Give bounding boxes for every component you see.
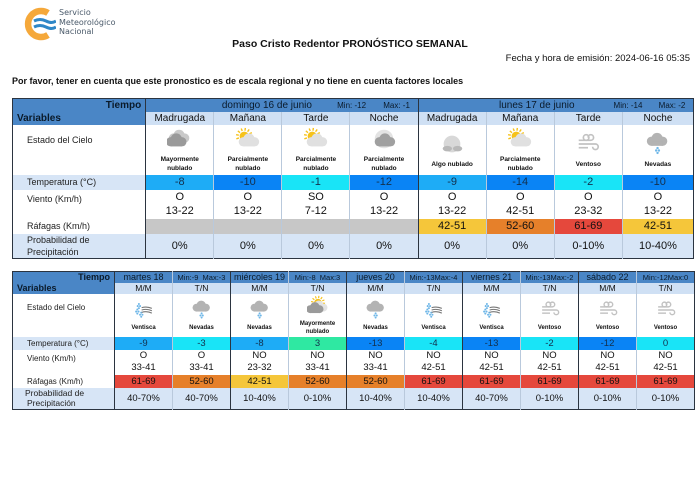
temperature-value: -12 bbox=[350, 175, 418, 190]
precip-row bbox=[13, 388, 695, 410]
wind-speed: 42-51 bbox=[595, 362, 620, 373]
sky-condition: Ventoso bbox=[575, 160, 601, 168]
period-row bbox=[13, 112, 694, 125]
temperature-row bbox=[13, 175, 694, 190]
wind-direction: NO bbox=[252, 350, 267, 361]
wind-direction: O bbox=[139, 350, 148, 361]
gust-label: Ráfagas (Km/h) bbox=[13, 375, 115, 388]
gust-value: 61-69 bbox=[521, 375, 579, 388]
temperature-value: -8 bbox=[146, 175, 214, 190]
precip-value: 0% bbox=[486, 234, 554, 259]
sky-cell bbox=[347, 294, 405, 337]
day-max: Max: -2 bbox=[658, 100, 686, 110]
wind-label: Viento (Km/h) bbox=[13, 350, 115, 375]
sky-cell bbox=[289, 294, 347, 337]
temperature-value: -9 bbox=[418, 175, 486, 190]
temperature-value: 0 bbox=[637, 337, 695, 350]
precip-label-line: Probabilidad de bbox=[27, 234, 90, 245]
period-header: M/M bbox=[347, 283, 405, 294]
sky-condition: Algo nublado bbox=[431, 160, 473, 168]
blizzard-icon bbox=[423, 299, 445, 321]
sky-cell bbox=[579, 294, 637, 337]
precip-value: 0% bbox=[146, 234, 214, 259]
sky-condition: Mayormente nublado bbox=[299, 320, 336, 335]
wind-cell bbox=[347, 350, 405, 375]
gust-row bbox=[13, 375, 695, 388]
gust-value: 42-51 bbox=[231, 375, 289, 388]
wind-row bbox=[13, 190, 694, 219]
sky-condition: Ventisca bbox=[131, 324, 156, 331]
wind-direction: NO bbox=[600, 350, 615, 361]
sky-condition: Nevadas bbox=[363, 324, 388, 331]
variables-label: Variables bbox=[13, 283, 115, 294]
precip-value: 10-40% bbox=[347, 388, 405, 410]
smn-logo bbox=[22, 7, 152, 41]
sky-label: Estado del Cielo bbox=[13, 125, 146, 175]
wind-speed: 33-41 bbox=[363, 362, 388, 373]
wind-direction: SO bbox=[307, 191, 324, 203]
sky-cell bbox=[622, 125, 693, 175]
period-header: Tarde bbox=[282, 112, 350, 125]
sky-condition: Ventoso bbox=[537, 324, 562, 331]
day-header bbox=[146, 99, 418, 112]
wind-direction: O bbox=[447, 191, 457, 203]
day-max: Max: -1 bbox=[383, 100, 410, 110]
windy-icon bbox=[539, 299, 561, 321]
day-name: jueves 20 bbox=[347, 272, 405, 283]
day-minmax: Min:-12Max:0 bbox=[637, 272, 695, 283]
wind-direction: NO bbox=[368, 350, 383, 361]
partly-cloudy-night-icon bbox=[371, 126, 397, 152]
logo-line: Meteorológico bbox=[59, 17, 116, 27]
wind-direction: O bbox=[584, 191, 593, 203]
wind-direction: NO bbox=[658, 350, 673, 361]
precip-label-line: Probabilidad de bbox=[25, 388, 85, 399]
wind-label: Viento (Km/h) bbox=[13, 190, 146, 219]
wind-cell bbox=[146, 190, 214, 219]
sky-condition: Nevadas bbox=[247, 324, 272, 331]
wind-cell bbox=[231, 350, 289, 375]
sky-cell bbox=[115, 294, 173, 337]
wind-cell bbox=[554, 190, 622, 219]
wind-speed: 13-22 bbox=[643, 205, 672, 217]
temperature-value: -2 bbox=[521, 337, 579, 350]
temperature-value: -10 bbox=[214, 175, 282, 190]
period-row bbox=[13, 283, 695, 294]
period-header: Madrugada bbox=[418, 112, 486, 125]
precip-value: 0-10% bbox=[289, 388, 347, 410]
wind-speed: 13-22 bbox=[369, 205, 399, 217]
period-header: Tarde bbox=[554, 112, 622, 125]
sky-condition: Ventisca bbox=[421, 324, 446, 331]
sky-condition: Parcialmente nublado bbox=[227, 156, 269, 172]
tiempo-label: Tiempo bbox=[13, 99, 146, 112]
mostly-cloudy-icon bbox=[167, 126, 193, 152]
temperature-value: -4 bbox=[405, 337, 463, 350]
gust-value: 61-69 bbox=[405, 375, 463, 388]
day-minmax: Min:-8 Max:3 bbox=[289, 272, 347, 283]
day-min: Min: -14 bbox=[613, 100, 643, 110]
sky-condition: Nevadas bbox=[644, 160, 672, 168]
sky-cell bbox=[463, 294, 521, 337]
day-header bbox=[418, 99, 693, 112]
wind-speed: 13-22 bbox=[233, 205, 262, 217]
wind-cell bbox=[579, 350, 637, 375]
sky-condition: Parcialmente nublado bbox=[295, 156, 337, 172]
wind-direction: O bbox=[653, 191, 663, 203]
wind-cell bbox=[289, 350, 347, 375]
wind-direction: NO bbox=[310, 350, 325, 361]
partly-cloudy-day-icon bbox=[507, 126, 533, 152]
gust-value: 61-69 bbox=[554, 219, 622, 234]
sky-cell bbox=[173, 294, 231, 337]
slightly-cloudy-night-icon bbox=[439, 131, 465, 157]
sky-condition: Mayormente nublado bbox=[160, 156, 199, 172]
gust-value: 42-51 bbox=[622, 219, 693, 234]
forecast-table-detailed bbox=[12, 98, 694, 259]
wind-direction: NO bbox=[542, 350, 557, 361]
wind-cell bbox=[622, 190, 693, 219]
precip-label-line: Precipitación bbox=[27, 246, 79, 257]
wind-direction: O bbox=[515, 191, 525, 203]
gust-row bbox=[13, 219, 694, 234]
wind-speed: 42-51 bbox=[537, 362, 562, 373]
period-header: T/N bbox=[405, 283, 463, 294]
snow-icon bbox=[191, 299, 213, 321]
gust-value: 42-51 bbox=[418, 219, 486, 234]
wind-cell bbox=[115, 350, 173, 375]
period-header: M/M bbox=[579, 283, 637, 294]
partly-cloudy-day-icon bbox=[235, 126, 261, 152]
day-header-row bbox=[13, 272, 695, 283]
forecast-table-extended bbox=[12, 271, 695, 410]
day-name: lunes 17 de junio bbox=[498, 99, 575, 111]
wind-speed: 33-41 bbox=[131, 362, 156, 373]
temperature-value: -13 bbox=[463, 337, 521, 350]
precip-label bbox=[13, 388, 115, 410]
wind-speed: 23-32 bbox=[574, 205, 603, 217]
precip-value: 0-10% bbox=[579, 388, 637, 410]
sky-condition: Parcialmente nublado bbox=[499, 156, 541, 172]
temperature-value: -3 bbox=[173, 337, 231, 350]
day-header-row bbox=[13, 99, 694, 112]
period-header: T/N bbox=[173, 283, 231, 294]
wind-speed: 42-51 bbox=[506, 205, 535, 217]
temperature-value: -9 bbox=[115, 337, 173, 350]
wind-row bbox=[13, 350, 695, 375]
temperature-value: -2 bbox=[554, 175, 622, 190]
windy-icon bbox=[655, 299, 677, 321]
wind-cell bbox=[418, 190, 486, 219]
wind-cell bbox=[214, 190, 282, 219]
day-minmax: Min:-13Max:-2 bbox=[521, 272, 579, 283]
sky-condition: Ventoso bbox=[653, 324, 678, 331]
precip-label-line: Precipitación bbox=[27, 398, 76, 409]
wind-cell bbox=[405, 350, 463, 375]
period-header: T/N bbox=[521, 283, 579, 294]
temperature-value: -13 bbox=[347, 337, 405, 350]
precip-value: 40-70% bbox=[463, 388, 521, 410]
day-minmax: Min:-13Max:-4 bbox=[405, 272, 463, 283]
temperature-value: -1 bbox=[282, 175, 350, 190]
period-header: M/M bbox=[115, 283, 173, 294]
snow-icon bbox=[645, 131, 671, 157]
sky-cell bbox=[405, 294, 463, 337]
tiempo-label: Tiempo bbox=[13, 272, 115, 283]
wind-direction: NO bbox=[484, 350, 499, 361]
windy-icon bbox=[575, 131, 601, 157]
gust-value: 61-69 bbox=[463, 375, 521, 388]
mostly-cloudy-day-icon bbox=[307, 295, 329, 317]
sky-cell bbox=[521, 294, 579, 337]
wind-speed: 7-12 bbox=[304, 205, 327, 217]
gust-label: Ráfagas (Km/h) bbox=[13, 219, 146, 234]
sky-cell bbox=[554, 125, 622, 175]
wind-direction: O bbox=[379, 191, 389, 203]
period-header: Madrugada bbox=[146, 112, 214, 125]
gust-value: 52-60 bbox=[289, 375, 347, 388]
wind-cell bbox=[282, 190, 350, 219]
gust-value: 61-69 bbox=[115, 375, 173, 388]
temperature-label: Temperatura (°C) bbox=[13, 175, 146, 190]
precip-value: 0% bbox=[282, 234, 350, 259]
wind-speed: 42-51 bbox=[479, 362, 504, 373]
period-header: T/N bbox=[637, 283, 695, 294]
gust-value bbox=[214, 219, 282, 234]
smn-logo-icon bbox=[22, 7, 56, 41]
precip-value: 10-40% bbox=[231, 388, 289, 410]
day-name: miércoles 19 bbox=[231, 272, 289, 283]
period-header: M/M bbox=[463, 283, 521, 294]
snow-icon bbox=[365, 299, 387, 321]
period-header: Noche bbox=[350, 112, 418, 125]
precip-value: 40-70% bbox=[115, 388, 173, 410]
page-title: Paso Cristo Redentor PRONÓSTICO SEMANAL bbox=[232, 38, 468, 50]
temperature-value: -8 bbox=[231, 337, 289, 350]
blizzard-icon bbox=[133, 299, 155, 321]
precip-value: 0-10% bbox=[637, 388, 695, 410]
gust-value: 52-60 bbox=[486, 219, 554, 234]
gust-value bbox=[282, 219, 350, 234]
wind-cell bbox=[521, 350, 579, 375]
regional-notice: Por favor, tener en cuenta que este pronostico es de escala regional y no tiene en cuenta factores locales bbox=[12, 76, 464, 86]
precip-value: 10-40% bbox=[622, 234, 693, 259]
logo-line: Nacional bbox=[59, 27, 94, 36]
temperature-value: -10 bbox=[622, 175, 693, 190]
emission-timestamp: Fecha y hora de emisión: 2024-06-16 05:35 bbox=[505, 53, 690, 64]
sky-cell bbox=[637, 294, 695, 337]
blizzard-icon bbox=[481, 299, 503, 321]
wind-direction: NO bbox=[426, 350, 441, 361]
wind-cell bbox=[637, 350, 695, 375]
precip-label bbox=[13, 234, 146, 259]
temperature-row bbox=[13, 337, 695, 350]
sky-cell bbox=[418, 125, 486, 175]
sky-cell bbox=[282, 125, 350, 175]
precip-value: 0% bbox=[350, 234, 418, 259]
period-header: T/N bbox=[289, 283, 347, 294]
precip-value: 0% bbox=[418, 234, 486, 259]
gust-value bbox=[146, 219, 214, 234]
sky-cell bbox=[231, 294, 289, 337]
period-header: Noche bbox=[622, 112, 693, 125]
sky-condition: Parcialmente nublado bbox=[363, 156, 405, 172]
temperature-value: -14 bbox=[486, 175, 554, 190]
sky-condition: Ventisca bbox=[479, 324, 504, 331]
wind-speed: 33-41 bbox=[189, 362, 214, 373]
day-name: domingo 16 de junio bbox=[221, 99, 312, 111]
wind-direction: O bbox=[175, 191, 185, 203]
precip-value: 0-10% bbox=[521, 388, 579, 410]
wind-cell bbox=[463, 350, 521, 375]
windy-icon bbox=[597, 299, 619, 321]
logo-line: Servicio bbox=[59, 8, 91, 17]
sky-cell bbox=[146, 125, 214, 175]
temperature-label: Temperatura (°C) bbox=[13, 337, 115, 350]
sky-condition: Ventoso bbox=[595, 324, 620, 331]
wind-speed: 42-51 bbox=[421, 362, 446, 373]
wind-speed: 23-32 bbox=[247, 362, 272, 373]
sky-cell bbox=[350, 125, 418, 175]
wind-speed: 33-41 bbox=[305, 362, 330, 373]
day-name: martes 18 bbox=[115, 272, 173, 283]
sky-condition: Nevadas bbox=[189, 324, 214, 331]
wind-speed: 13-22 bbox=[438, 205, 467, 217]
day-name: sábado 22 bbox=[579, 272, 637, 283]
period-header: Mañana bbox=[214, 112, 282, 125]
gust-value: 61-69 bbox=[579, 375, 637, 388]
gust-value: 52-60 bbox=[173, 375, 231, 388]
wind-cell bbox=[173, 350, 231, 375]
precip-row bbox=[13, 234, 694, 259]
wind-speed: 42-51 bbox=[653, 362, 678, 373]
day-name: viernes 21 bbox=[463, 272, 521, 283]
precip-value: 40-70% bbox=[173, 388, 231, 410]
temperature-value: 3 bbox=[289, 337, 347, 350]
gust-value: 61-69 bbox=[637, 375, 695, 388]
temperature-value: -12 bbox=[579, 337, 637, 350]
sky-cell bbox=[486, 125, 554, 175]
precip-value: 10-40% bbox=[405, 388, 463, 410]
snow-icon bbox=[249, 299, 271, 321]
logo-text bbox=[59, 8, 116, 37]
sky-row bbox=[13, 125, 694, 175]
wind-direction: O bbox=[243, 191, 253, 203]
day-minmax: Min:-9 Max:-3 bbox=[173, 272, 231, 283]
sky-row bbox=[13, 294, 695, 337]
wind-direction: O bbox=[197, 350, 206, 361]
wind-cell bbox=[350, 190, 418, 219]
wind-cell bbox=[486, 190, 554, 219]
wind-speed: 13-22 bbox=[165, 205, 194, 217]
sky-label: Estado del Cielo bbox=[13, 294, 115, 337]
variables-label: Variables bbox=[13, 112, 146, 125]
partly-cloudy-day-icon bbox=[303, 126, 329, 152]
precip-value: 0% bbox=[214, 234, 282, 259]
precip-value: 0-10% bbox=[554, 234, 622, 259]
sky-cell bbox=[214, 125, 282, 175]
gust-value bbox=[350, 219, 418, 234]
period-header: Mañana bbox=[486, 112, 554, 125]
period-header: M/M bbox=[231, 283, 289, 294]
gust-value: 52-60 bbox=[347, 375, 405, 388]
day-min: Min: -12 bbox=[337, 100, 367, 110]
